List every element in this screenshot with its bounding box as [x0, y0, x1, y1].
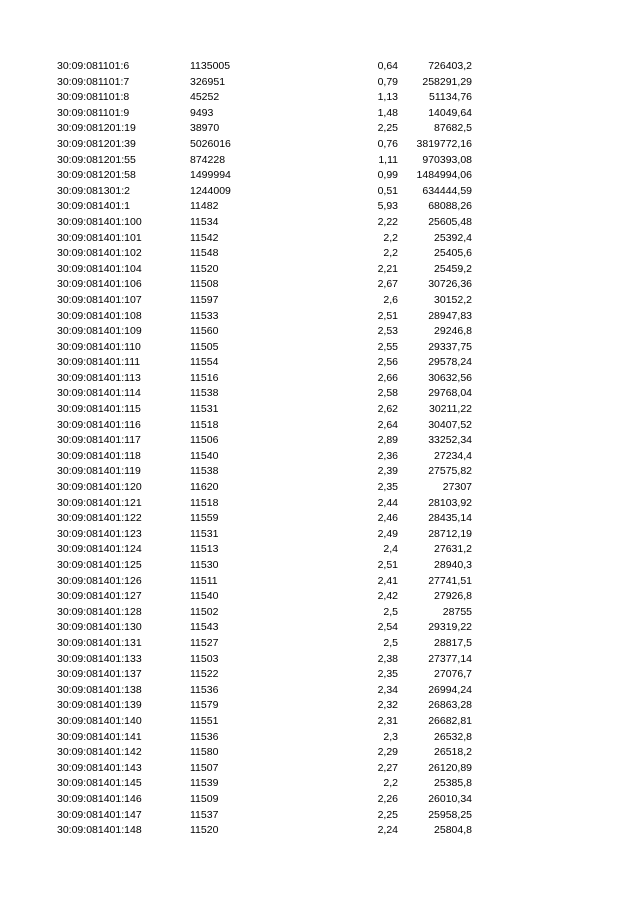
table-row [0, 355, 640, 371]
cadastral-number-cell: 30:09:081401:114 [57, 387, 141, 400]
coefficient-cell: 2,44 [377, 496, 398, 509]
area-cell: 38970 [190, 122, 220, 135]
area-cell: 11518 [190, 496, 219, 509]
value-cell: 29768,04 [428, 387, 472, 400]
cadastral-number-cell: 30:09:081401:1 [57, 200, 130, 213]
coefficient-cell: 2,32 [377, 699, 398, 712]
area-cell: 11551 [190, 714, 219, 727]
value-cell: 29319,22 [428, 621, 472, 634]
area-cell: 11542 [190, 231, 219, 244]
value-cell: 27234,4 [434, 449, 472, 462]
coefficient-cell: 2,4 [383, 543, 398, 556]
cadastral-number-cell: 30:09:081101:9 [57, 106, 130, 119]
coefficient-cell: 2,51 [377, 559, 398, 571]
value-cell: 27307 [442, 481, 472, 494]
table-row [0, 792, 640, 808]
cadastral-number-cell: 30:09:081401:109 [57, 325, 142, 338]
area-cell: 11520 [190, 824, 219, 837]
table-row [0, 652, 640, 668]
table-row [0, 449, 640, 465]
table-row [0, 511, 640, 527]
table-row [0, 215, 640, 231]
area-cell: 11620 [190, 481, 219, 494]
value-cell: 28940,3 [434, 559, 472, 571]
area-cell: 11534 [190, 215, 219, 228]
table-row [0, 90, 640, 106]
cadastral-number-cell: 30:09:081101:8 [57, 91, 130, 104]
cadastral-number-cell: 30:09:081401:107 [57, 293, 142, 306]
cadastral-number-cell: 30:09:081201:58 [57, 169, 136, 182]
area-cell: 1244009 [190, 184, 231, 197]
coefficient-cell: 2,66 [377, 371, 398, 384]
coefficient-cell: 2,42 [377, 590, 398, 603]
area-cell: 11503 [190, 652, 219, 665]
table-row [0, 589, 640, 605]
cadastral-number-cell: 30:09:081401:116 [57, 418, 141, 431]
table-row [0, 386, 640, 402]
area-cell: 11533 [190, 309, 219, 322]
coefficient-cell: 2,6 [383, 293, 398, 306]
table-row [0, 730, 640, 746]
cadastral-number-cell: 30:09:081401:142 [57, 746, 142, 759]
cadastral-number-cell: 30:09:081401:124 [57, 543, 142, 556]
value-cell: 26863,28 [428, 699, 472, 712]
table-row [0, 324, 640, 340]
table-row [0, 137, 640, 153]
area-cell: 11538 [190, 465, 219, 478]
area-cell: 11560 [190, 325, 219, 338]
area-cell: 11513 [190, 543, 219, 556]
cadastral-number-cell: 30:09:081401:121 [57, 496, 142, 509]
value-cell: 30152,2 [434, 293, 472, 306]
table-row [0, 262, 640, 278]
table-row [0, 636, 640, 652]
table-row [0, 776, 640, 792]
value-cell: 26532,8 [434, 730, 472, 743]
table-row [0, 121, 640, 137]
coefficient-cell: 2,58 [377, 387, 398, 400]
cadastral-number-cell: 30:09:081401:122 [57, 512, 142, 525]
table-row [0, 698, 640, 714]
coefficient-cell: 2,41 [377, 574, 398, 587]
value-cell: 258291,29 [422, 75, 472, 88]
table-row [0, 745, 640, 761]
coefficient-cell: 0,79 [377, 75, 398, 88]
cadastral-number-cell: 30:09:081401:106 [57, 278, 142, 291]
area-cell: 11482 [190, 200, 219, 213]
coefficient-cell: 2,34 [377, 683, 398, 696]
cadastral-number-cell: 30:09:081401:143 [57, 761, 142, 774]
cadastral-number-cell: 30:09:081201:55 [57, 153, 136, 166]
coefficient-cell: 0,76 [377, 137, 398, 150]
coefficient-cell: 2,21 [377, 262, 398, 275]
coefficient-cell: 2,2 [383, 777, 398, 790]
table-row [0, 808, 640, 824]
cadastral-number-cell: 30:09:081401:120 [57, 481, 142, 494]
coefficient-cell: 2,29 [377, 746, 398, 759]
cadastral-number-cell: 30:09:081101:6 [57, 60, 130, 72]
value-cell: 25392,4 [434, 231, 472, 244]
area-cell: 11530 [190, 559, 219, 571]
cadastral-number-cell: 30:09:081401:104 [57, 262, 142, 275]
table-row [0, 464, 640, 480]
value-cell: 27377,14 [428, 652, 472, 665]
value-cell: 970393,08 [422, 153, 472, 166]
value-cell: 28755 [442, 605, 472, 618]
table-row [0, 558, 640, 574]
value-cell: 51134,76 [428, 91, 472, 104]
coefficient-cell: 2,27 [377, 761, 398, 774]
value-cell: 634444,59 [422, 184, 472, 197]
value-cell: 25385,8 [434, 777, 472, 790]
coefficient-cell: 2,55 [377, 340, 398, 353]
cadastral-number-cell: 30:09:081401:138 [57, 683, 142, 696]
value-cell: 27741,51 [428, 574, 472, 587]
value-cell: 26994,24 [428, 683, 472, 696]
coefficient-cell: 2,25 [377, 808, 398, 821]
value-cell: 29246,8 [434, 325, 472, 338]
cadastral-number-cell: 30:09:081401:115 [57, 403, 141, 416]
area-cell: 11518 [190, 418, 219, 431]
cadastral-number-cell: 30:09:081401:130 [57, 621, 142, 634]
table-row [0, 620, 640, 636]
table-row [0, 714, 640, 730]
value-cell: 25958,25 [428, 808, 472, 821]
table-row [0, 418, 640, 434]
cadastral-number-cell: 30:09:081401:113 [57, 371, 141, 384]
coefficient-cell: 2,56 [377, 356, 398, 369]
coefficient-cell: 2,3 [383, 730, 398, 743]
coefficient-cell: 5,93 [377, 200, 398, 213]
cadastral-number-cell: 30:09:081401:123 [57, 527, 142, 540]
coefficient-cell: 2,49 [377, 527, 398, 540]
cadastral-number-cell: 30:09:081101:7 [57, 75, 130, 88]
area-cell: 11527 [190, 636, 219, 649]
value-cell: 30407,52 [428, 418, 472, 431]
area-cell: 11559 [190, 512, 219, 525]
value-cell: 26120,89 [428, 761, 472, 774]
value-cell: 25459,2 [434, 262, 472, 275]
area-cell: 326951 [190, 75, 226, 88]
area-cell: 11502 [190, 605, 219, 618]
cadastral-number-cell: 30:09:081401:118 [57, 449, 141, 462]
cadastral-number-cell: 30:09:081401:127 [57, 590, 142, 603]
coefficient-cell: 2,36 [377, 449, 398, 462]
value-cell: 27575,82 [428, 465, 472, 478]
value-cell: 29578,24 [428, 356, 472, 369]
area-cell: 1499994 [190, 169, 231, 182]
value-cell: 28947,83 [428, 309, 472, 322]
table-row [0, 683, 640, 699]
cadastral-number-cell: 30:09:081401:131 [57, 636, 142, 649]
coefficient-cell: 2,26 [377, 792, 398, 805]
table-row [0, 106, 640, 122]
value-cell: 726403,2 [428, 60, 472, 72]
value-cell: 14049,64 [428, 106, 472, 119]
value-cell: 87682,5 [434, 122, 472, 135]
area-cell: 11531 [190, 527, 219, 540]
coefficient-cell: 2,39 [377, 465, 398, 478]
cadastral-number-cell: 30:09:081401:102 [57, 247, 142, 260]
table-row [0, 667, 640, 683]
area-cell: 11509 [190, 792, 219, 805]
value-cell: 26682,81 [428, 714, 472, 727]
coefficient-cell: 2,35 [377, 668, 398, 681]
value-cell: 26518,2 [434, 746, 472, 759]
area-cell: 11531 [190, 403, 219, 416]
coefficient-cell: 2,25 [377, 122, 398, 135]
coefficient-cell: 2,24 [377, 824, 398, 837]
area-cell: 11507 [190, 761, 219, 774]
area-cell: 11508 [190, 278, 219, 291]
value-cell: 30726,36 [428, 278, 472, 291]
area-cell: 11536 [190, 683, 219, 696]
value-cell: 1484994,06 [416, 169, 472, 182]
area-cell: 9493 [190, 106, 214, 119]
cadastral-number-cell: 30:09:081401:128 [57, 605, 142, 618]
area-cell: 5026016 [190, 137, 231, 150]
table-row [0, 527, 640, 543]
cadastral-number-cell: 30:09:081401:125 [57, 559, 142, 571]
table-row [0, 605, 640, 621]
area-cell: 11505 [190, 340, 219, 353]
cadastral-number-cell: 30:09:081401:119 [57, 465, 141, 478]
table-row [0, 371, 640, 387]
cadastral-number-cell: 30:09:081401:108 [57, 309, 142, 322]
value-cell: 28103,92 [428, 496, 472, 509]
cadastral-number-cell: 30:09:081401:101 [57, 231, 142, 244]
area-cell: 11536 [190, 730, 219, 743]
table-row [0, 168, 640, 184]
area-cell: 11597 [190, 293, 219, 306]
table-row [0, 199, 640, 215]
cadastral-number-cell: 30:09:081401:139 [57, 699, 142, 712]
coefficient-cell: 1,13 [377, 91, 398, 104]
coefficient-cell: 2,22 [377, 215, 398, 228]
data-table [0, 59, 640, 839]
coefficient-cell: 2,53 [377, 325, 398, 338]
value-cell: 28817,5 [434, 636, 472, 649]
value-cell: 29337,75 [428, 340, 472, 353]
coefficient-cell: 2,89 [377, 434, 398, 447]
area-cell: 11543 [190, 621, 219, 634]
table-row [0, 277, 640, 293]
coefficient-cell: 2,5 [383, 605, 398, 618]
value-cell: 30211,22 [428, 403, 472, 416]
cadastral-number-cell: 30:09:081301:2 [57, 184, 130, 197]
coefficient-cell: 2,2 [383, 247, 398, 260]
value-cell: 25405,6 [434, 247, 472, 260]
area-cell: 11548 [190, 247, 219, 260]
cadastral-number-cell: 30:09:081401:133 [57, 652, 142, 665]
area-cell: 874228 [190, 153, 226, 166]
table-row [0, 59, 640, 75]
value-cell: 3819772,16 [416, 137, 472, 150]
cadastral-number-cell: 30:09:081401:111 [57, 356, 141, 369]
table-row [0, 246, 640, 262]
coefficient-cell: 2,51 [377, 309, 398, 322]
area-cell: 11506 [190, 434, 219, 447]
cadastral-number-cell: 30:09:081401:137 [57, 668, 142, 681]
table-row [0, 433, 640, 449]
area-cell: 11580 [190, 746, 219, 759]
table-row [0, 340, 640, 356]
area-cell: 11516 [190, 371, 219, 384]
table-row [0, 153, 640, 169]
value-cell: 27076,7 [434, 668, 472, 681]
cadastral-number-cell: 30:09:081401:117 [57, 434, 141, 447]
area-cell: 11520 [190, 262, 219, 275]
cadastral-number-cell: 30:09:081401:145 [57, 777, 142, 790]
coefficient-cell: 2,54 [377, 621, 398, 634]
coefficient-cell: 2,46 [377, 512, 398, 525]
coefficient-cell: 2,38 [377, 652, 398, 665]
table-row [0, 542, 640, 558]
coefficient-cell: 1,11 [378, 153, 398, 166]
value-cell: 28712,19 [428, 527, 472, 540]
cadastral-number-cell: 30:09:081401:126 [57, 574, 142, 587]
table-row [0, 574, 640, 590]
area-cell: 11540 [190, 449, 219, 462]
area-cell: 11554 [190, 356, 219, 369]
value-cell: 25804,8 [434, 824, 472, 837]
table-row [0, 496, 640, 512]
table-row [0, 309, 640, 325]
coefficient-cell: 2,35 [377, 481, 398, 494]
table-row [0, 231, 640, 247]
area-cell: 1135005 [190, 60, 231, 72]
area-cell: 11539 [190, 777, 219, 790]
table-row [0, 402, 640, 418]
table-row [0, 761, 640, 777]
cadastral-number-cell: 30:09:081401:140 [57, 714, 142, 727]
coefficient-cell: 1,48 [377, 106, 398, 119]
area-cell: 11537 [190, 808, 219, 821]
coefficient-cell: 2,62 [377, 403, 398, 416]
value-cell: 68088,26 [428, 200, 472, 213]
value-cell: 30632,56 [428, 371, 472, 384]
area-cell: 45252 [190, 91, 220, 104]
value-cell: 27631,2 [434, 543, 472, 556]
area-cell: 11511 [190, 574, 218, 587]
coefficient-cell: 2,67 [377, 278, 398, 291]
coefficient-cell: 0,51 [377, 184, 398, 197]
cadastral-number-cell: 30:09:081401:110 [57, 340, 141, 353]
table-row [0, 293, 640, 309]
area-cell: 11522 [190, 668, 219, 681]
coefficient-cell: 0,99 [377, 169, 398, 182]
value-cell: 33252,34 [428, 434, 472, 447]
cadastral-number-cell: 30:09:081201:39 [57, 137, 136, 150]
area-cell: 11540 [190, 590, 219, 603]
value-cell: 28435,14 [428, 512, 472, 525]
value-cell: 25605,48 [428, 215, 472, 228]
coefficient-cell: 2,2 [383, 231, 398, 244]
value-cell: 26010,34 [428, 792, 472, 805]
cadastral-number-cell: 30:09:081401:100 [57, 215, 142, 228]
cadastral-number-cell: 30:09:081401:147 [57, 808, 142, 821]
cadastral-number-cell: 30:09:081201:19 [57, 122, 136, 135]
area-cell: 11579 [190, 699, 219, 712]
value-cell: 27926,8 [434, 590, 472, 603]
table-row [0, 823, 640, 839]
coefficient-cell: 2,31 [377, 714, 398, 727]
coefficient-cell: 2,5 [383, 636, 398, 649]
cadastral-number-cell: 30:09:081401:146 [57, 792, 142, 805]
cadastral-number-cell: 30:09:081401:141 [57, 730, 142, 743]
coefficient-cell: 0,64 [377, 60, 398, 72]
table-row [0, 184, 640, 200]
area-cell: 11538 [190, 387, 219, 400]
cadastral-number-cell: 30:09:081401:148 [57, 824, 142, 837]
table-row [0, 75, 640, 91]
coefficient-cell: 2,64 [377, 418, 398, 431]
table-row [0, 480, 640, 496]
